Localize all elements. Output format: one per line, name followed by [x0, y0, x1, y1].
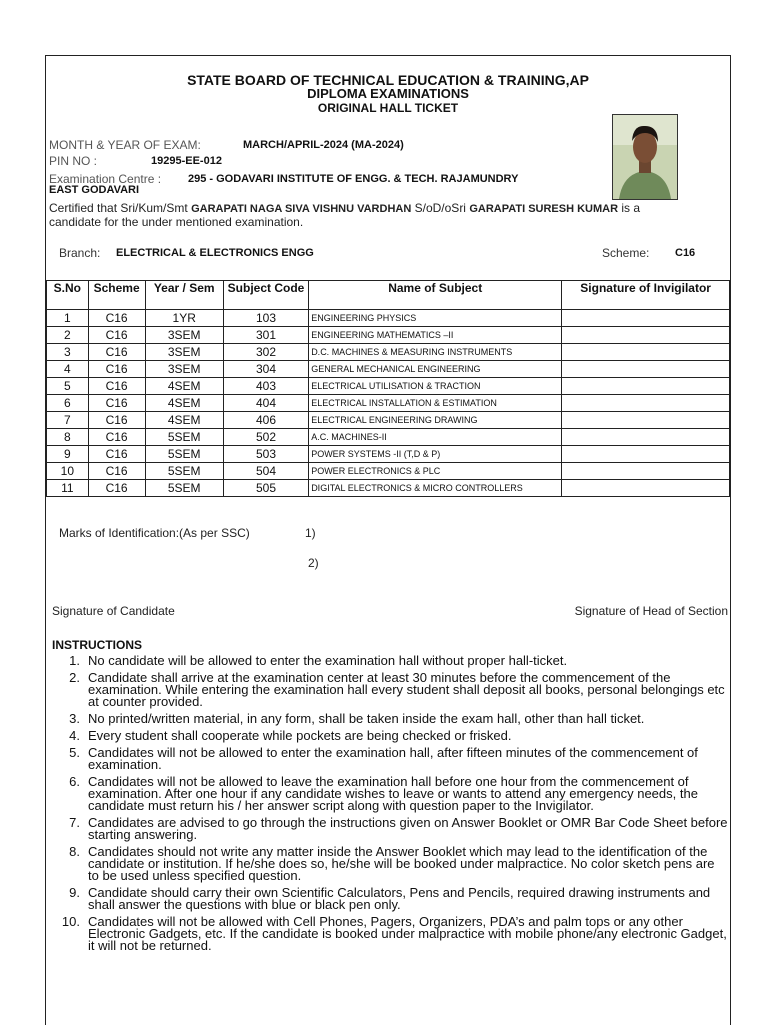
invigilator-signature-cell — [562, 429, 730, 446]
marks-two: 2) — [308, 556, 319, 570]
table-row — [47, 446, 730, 463]
sno: 10 — [47, 463, 89, 480]
subject-name: POWER ELECTRONICS & PLC — [309, 463, 562, 480]
subject-name: ENGINEERING PHYSICS — [309, 310, 562, 327]
header-subject-code: Subject Code — [223, 281, 308, 310]
year-sem: 4SEM — [145, 395, 223, 412]
table-row — [47, 327, 730, 344]
subject-name: ELECTRICAL INSTALLATION & ESTIMATION — [309, 395, 562, 412]
year-sem: 3SEM — [145, 361, 223, 378]
scheme: C16 — [88, 344, 145, 361]
sno: 1 — [47, 310, 89, 327]
subject-name: ELECTRICAL ENGINEERING DRAWING — [309, 412, 562, 429]
year-sem: 1YR — [145, 310, 223, 327]
subject-code: 103 — [223, 310, 308, 327]
subject-code: 505 — [223, 480, 308, 497]
instruction-text: Candidates will not be allowed to enter the examination hall, after fifteen minutes of the commencement of examination. — [88, 745, 698, 772]
subject-code: 406 — [223, 412, 308, 429]
cert-suffix: is a candidate for the under mentioned examination. — [49, 201, 641, 229]
subject-name: ENGINEERING MATHEMATICS –II — [309, 327, 562, 344]
parent-name: GARAPATI SURESH KUMAR — [469, 203, 619, 215]
subject-code: 502 — [223, 429, 308, 446]
invigilator-signature-cell — [562, 446, 730, 463]
header-invigilator-signature: Signature of Invigilator — [562, 281, 730, 310]
invigilator-signature-cell — [562, 361, 730, 378]
header-scheme: Scheme — [88, 281, 145, 310]
sno: 11 — [47, 480, 89, 497]
table-row — [47, 378, 730, 395]
scheme: C16 — [88, 429, 145, 446]
sno: 3 — [47, 344, 89, 361]
instruction-text: Candidates are advised to go through the instructions given on Answer Booklet or OMR Bar Code Sheet before starting answering. — [88, 815, 728, 842]
subject-code: 301 — [223, 327, 308, 344]
invigilator-signature-cell — [562, 344, 730, 361]
year-sem: 4SEM — [145, 378, 223, 395]
invigilator-signature-cell — [562, 378, 730, 395]
list-item: 5. Candidates will not be allowed to enter the examination hall, after fifteen minutes of the commencement of examination. — [46, 747, 730, 771]
instruction-text: Candidate shall arrive at the examination center at least 30 minutes before the commencement of the examination. While entering the examination hall every student shall deposit all books, personal belongings etc at counter provided. — [88, 670, 725, 709]
year-sem: 5SEM — [145, 429, 223, 446]
branch-label: Branch: — [59, 246, 101, 260]
subject-code: 403 — [223, 378, 308, 395]
subject-name: GENERAL MECHANICAL ENGINEERING — [309, 361, 562, 378]
table-row — [47, 395, 730, 412]
list-item: 7. Candidates are advised to go through the instructions given on Answer Booklet or OMR Bar Code Sheet before starting answering. — [46, 817, 730, 841]
instructions-list — [46, 655, 730, 957]
instruction-text: No candidate will be allowed to enter the examination hall without proper hall-ticket. — [88, 653, 568, 668]
table-row — [47, 361, 730, 378]
candidate-photo — [612, 114, 678, 200]
marks-one: 1) — [305, 526, 316, 540]
centre-value: 295 - GODAVARI INSTITUTE OF ENGG. & TECH. RAJAMUNDRY — [188, 173, 519, 185]
year-sem: 3SEM — [145, 344, 223, 361]
table-header-row — [47, 281, 730, 310]
certificate-text — [49, 202, 689, 229]
subject-code: 404 — [223, 395, 308, 412]
instructions-heading: INSTRUCTIONS — [52, 638, 142, 652]
scheme: C16 — [88, 446, 145, 463]
year-sem: 5SEM — [145, 463, 223, 480]
sno: 4 — [47, 361, 89, 378]
table-row — [47, 310, 730, 327]
invigilator-signature-cell — [562, 310, 730, 327]
invigilator-signature-cell — [562, 463, 730, 480]
year-sem: 5SEM — [145, 446, 223, 463]
candidate-name: GARAPATI NAGA SIVA VISHNU VARDHAN — [191, 203, 412, 215]
centre-label: Examination Centre : — [49, 172, 162, 186]
list-item: 1. No candidate will be allowed to enter the examination hall without proper hall-ticket. — [46, 655, 730, 667]
subject-name: DIGITAL ELECTRONICS & MICRO CONTROLLERS — [309, 480, 562, 497]
instruction-text: No printed/written material, in any form, shall be taken inside the exam hall, other than hall ticket. — [88, 711, 645, 726]
sno: 5 — [47, 378, 89, 395]
pin-value: 19295-EE-012 — [151, 155, 222, 167]
month-label: MONTH & YEAR OF EXAM: — [49, 138, 201, 152]
table-row — [47, 412, 730, 429]
board-title: STATE BOARD OF TECHNICAL EDUCATION & TRAINING,AP — [187, 72, 589, 88]
year-sem: 4SEM — [145, 412, 223, 429]
subject-name: POWER SYSTEMS -II (T,D & P) — [309, 446, 562, 463]
subjects-table — [46, 280, 730, 497]
scheme: C16 — [88, 395, 145, 412]
table-row — [47, 463, 730, 480]
subject-name: D.C. MACHINES & MEASURING INSTRUMENTS — [309, 344, 562, 361]
list-item: 6. Candidates will not be allowed to leave the examination hall before one hour from the commencement of examination. After one hour if any candidate wishes to leave or wants to attend any emergency needs, the candidate must return his / her answer script along with question paper to the Invigilator. — [46, 776, 730, 812]
list-item: 3. No printed/written material, in any form, shall be taken inside the exam hall, other than hall ticket. — [46, 713, 730, 725]
invigilator-signature-cell — [562, 480, 730, 497]
header-year-sem: Year / Sem — [145, 281, 223, 310]
sno: 9 — [47, 446, 89, 463]
invigilator-signature-cell — [562, 395, 730, 412]
centre-district: EAST GODAVARI — [49, 184, 140, 196]
list-item: 2. Candidate shall arrive at the examination center at least 30 minutes before the commencement of the examination. While entering the examination hall every student shall deposit all books, personal belongings etc at counter provided. — [46, 672, 730, 708]
instruction-text: Candidates should not write any matter inside the Answer Booklet which may lead to the identification of the candidate or institution. If he/she does so, he/she will be booked under malpractice. No color sketch pens are to be used unless specified question. — [88, 844, 715, 883]
invigilator-signature-cell — [562, 412, 730, 429]
year-sem: 3SEM — [145, 327, 223, 344]
scheme-value: C16 — [675, 247, 696, 259]
cert-prefix: Certified that Sri/Kum/Smt — [49, 201, 188, 215]
marks-label: Marks of Identification:(As per SSC) — [59, 526, 250, 540]
list-item: 4. Every student shall cooperate while pockets are being checked or frisked. — [46, 730, 730, 742]
head-signature-label: Signature of Head of Section — [574, 604, 728, 618]
instruction-text: Candidate should carry their own Scientific Calculators, Pens and Pencils, required drawing instruments and shall answer the questions with blue or black pen only. — [88, 885, 711, 912]
scheme: C16 — [88, 378, 145, 395]
scheme: C16 — [88, 310, 145, 327]
exam-title: DIPLOMA EXAMINATIONS — [307, 86, 469, 101]
scheme: C16 — [88, 463, 145, 480]
branch-value: ELECTRICAL & ELECTRONICS ENGG — [116, 247, 314, 259]
scheme: C16 — [88, 480, 145, 497]
subject-code: 302 — [223, 344, 308, 361]
subject-code: 304 — [223, 361, 308, 378]
list-item: 8. Candidates should not write any matter inside the Answer Booklet which may lead to the identification of the candidate or institution. If he/she does so, he/she will be booked under malpractice. No color sketch pens are to be used unless specified question. — [46, 846, 730, 882]
scheme: C16 — [88, 361, 145, 378]
instruction-text: Candidates will not be allowed to leave the examination hall before one hour from the commencement of examination. After one hour if any candidate wishes to leave or wants to attend any emergency needs, the candidate must return his / her answer script along with question paper to the Invigilator. — [88, 774, 698, 813]
year-sem: 5SEM — [145, 480, 223, 497]
sno: 8 — [47, 429, 89, 446]
list-item: 10. Candidates will not be allowed with Cell Phones, Pagers, Organizers, PDA’s and palm tops or any other Electronic Gadgets, etc. If the candidate is booked under malpractice with mobile phone/any electronic Gadget, it will not be returned. — [46, 916, 730, 952]
scheme: C16 — [88, 327, 145, 344]
subject-code: 503 — [223, 446, 308, 463]
table-row — [47, 344, 730, 361]
subject-code: 504 — [223, 463, 308, 480]
subject-name: A.C. MACHINES-II — [309, 429, 562, 446]
list-item: 9. Candidate should carry their own Scientific Calculators, Pens and Pencils, required drawing instruments and shall answer the questions with blue or black pen only. — [46, 887, 730, 911]
sno: 2 — [47, 327, 89, 344]
sno: 7 — [47, 412, 89, 429]
scheme: C16 — [88, 412, 145, 429]
instruction-text: Candidates will not be allowed with Cell Phones, Pagers, Organizers, PDA’s and palm tops or any other Electronic Gadgets, etc. If the candidate is booked under malpractice with mobile phone/any electronic Gadget, it will not be returned. — [88, 914, 727, 953]
ticket-title: ORIGINAL HALL TICKET — [317, 101, 459, 115]
pin-label: PIN NO : — [49, 154, 98, 168]
candidate-signature-label: Signature of Candidate — [52, 604, 175, 618]
cert-relation: S/oD/oSri — [414, 201, 466, 215]
header-subject-name: Name of Subject — [309, 281, 562, 310]
month-value: MARCH/APRIL-2024 (MA-2024) — [243, 139, 404, 151]
header-sno: S.No — [47, 281, 89, 310]
subject-name: ELECTRICAL UTILISATION & TRACTION — [309, 378, 562, 395]
table-row — [47, 429, 730, 446]
invigilator-signature-cell — [562, 327, 730, 344]
sno: 6 — [47, 395, 89, 412]
scheme-label: Scheme: — [602, 246, 650, 260]
table-row — [47, 480, 730, 497]
hall-ticket — [45, 55, 731, 1025]
instruction-text: Every student shall cooperate while pockets are being checked or frisked. — [88, 728, 512, 743]
